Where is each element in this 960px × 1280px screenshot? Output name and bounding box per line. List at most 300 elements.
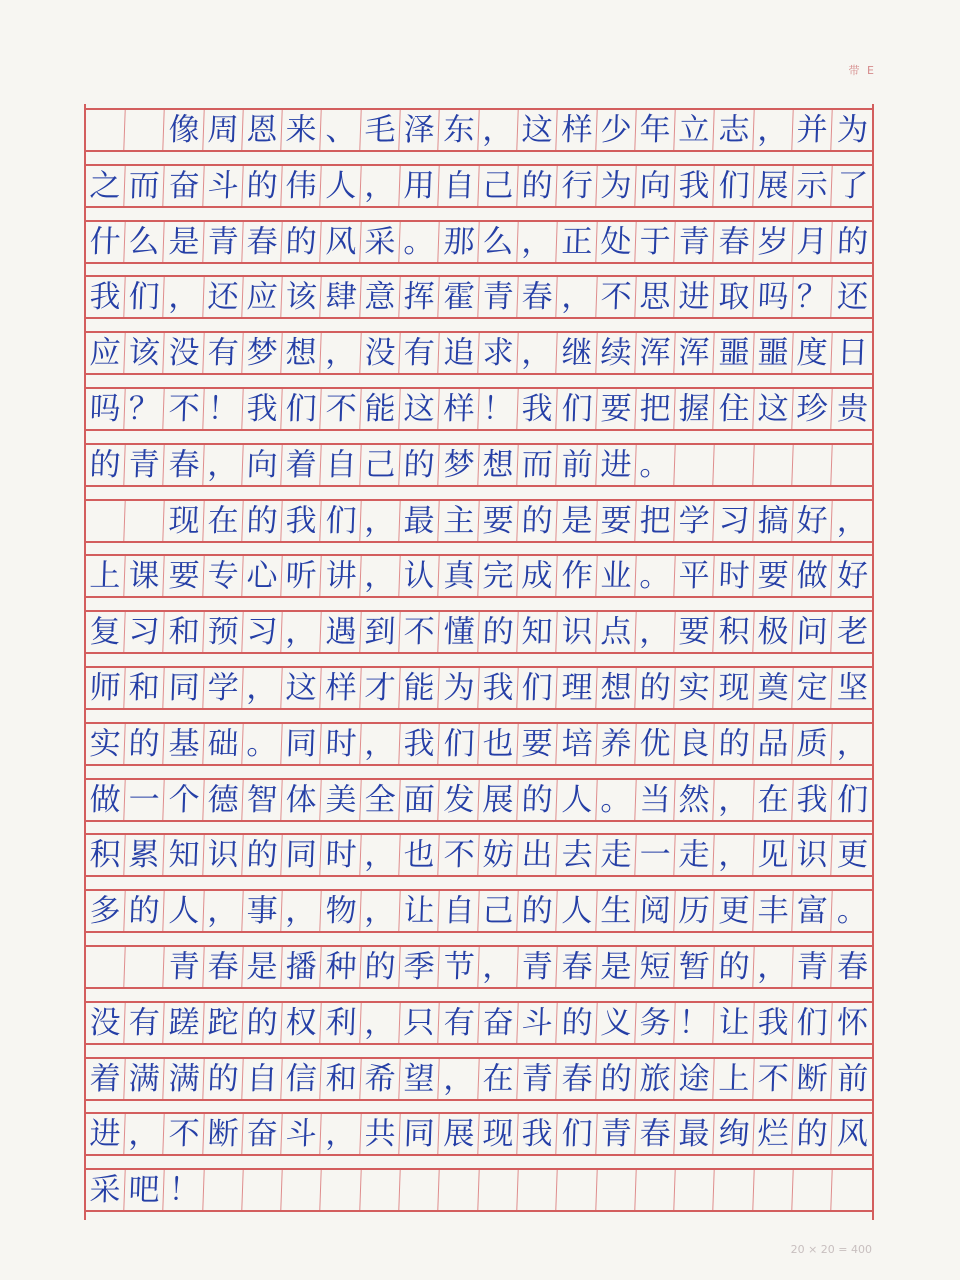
grid-cell: 风 <box>836 1115 869 1152</box>
grid-cell: 时 <box>321 724 362 764</box>
grid-cell: 们 <box>439 724 480 764</box>
grid-cell: 做 <box>793 556 834 596</box>
grid-cell: ， <box>753 947 794 987</box>
grid-cell: 自 <box>321 445 362 485</box>
grid-cell: 习 <box>125 612 166 652</box>
grid-cell: 识 <box>203 835 244 875</box>
grid-cell: 只 <box>400 1003 441 1043</box>
grid-cell: 一 <box>635 835 676 875</box>
grid-cell: 霍 <box>439 277 480 317</box>
grid-cell <box>242 1170 283 1210</box>
grid-cell: 智 <box>242 780 283 820</box>
grid-cell: 利 <box>321 1003 362 1043</box>
grid-cell: 们 <box>282 389 323 429</box>
grid-cell: 人 <box>164 891 205 931</box>
grid-cell: 的 <box>242 501 283 541</box>
grid-cell: 们 <box>793 1003 834 1043</box>
grid-cell: 样 <box>321 668 362 708</box>
grid-cell <box>478 1170 519 1210</box>
grid-cell: 事 <box>242 891 283 931</box>
grid-cell: 的 <box>518 780 559 820</box>
grid-cell: 而 <box>125 166 166 206</box>
grid-cell: ， <box>360 501 401 541</box>
grid-cell: 阅 <box>635 891 676 931</box>
grid-cell: 富 <box>793 891 834 931</box>
grid-cell: 走 <box>675 835 716 875</box>
grid-cell: 年 <box>635 110 676 150</box>
grid-cell: 是 <box>596 947 637 987</box>
grid-cell: 像 <box>164 110 205 150</box>
grid-cell: 而 <box>518 445 559 485</box>
grid-cell: 有 <box>203 333 244 373</box>
grid-cell: 望 <box>400 1059 441 1099</box>
grid-cell: 们 <box>836 781 869 818</box>
grid-cell: 青 <box>518 1059 559 1099</box>
grid-cell: ， <box>360 891 401 931</box>
grid-row <box>86 722 872 766</box>
grid-cell: 思 <box>635 277 676 317</box>
grid-cell: 学 <box>203 668 244 708</box>
grid-cell: 旅 <box>635 1059 676 1099</box>
grid-cell: 师 <box>85 668 126 708</box>
grid-cell: 挥 <box>400 277 441 317</box>
grid-cell <box>793 1170 834 1210</box>
grid-cell: ， <box>360 835 401 875</box>
grid-cell: 了 <box>836 167 869 204</box>
grid-cell <box>675 445 716 485</box>
grid-row <box>86 331 872 375</box>
grid-cell: 斗 <box>518 1003 559 1043</box>
grid-cell: 是 <box>557 501 598 541</box>
grid-cell: 噩 <box>714 333 755 373</box>
grid-cell: 全 <box>360 780 401 820</box>
grid-cell: ， <box>635 612 676 652</box>
grid-cell: 、 <box>321 110 362 150</box>
grid-cell: 想 <box>596 668 637 708</box>
grid-cell: 蹉 <box>164 1003 205 1043</box>
grid-cell: 不 <box>753 1059 794 1099</box>
grid-row <box>86 1112 872 1156</box>
grid-cell: 懂 <box>439 612 480 652</box>
grid-row <box>86 220 872 264</box>
grid-cell <box>85 110 126 150</box>
grid-cell <box>125 947 166 987</box>
grid-row <box>86 1168 872 1212</box>
grid-cell: 也 <box>478 724 519 764</box>
grid-cell: 要 <box>596 501 637 541</box>
grid-cell: 应 <box>242 277 283 317</box>
grid-cell: 春 <box>557 947 598 987</box>
grid-cell <box>85 947 126 987</box>
grid-cell: 质 <box>793 724 834 764</box>
grid-cell: 更 <box>714 891 755 931</box>
grid-cell: 己 <box>360 445 401 485</box>
grid-cell: 斗 <box>282 1114 323 1154</box>
grid-cell: 也 <box>400 835 441 875</box>
grid-cell: 的 <box>714 947 755 987</box>
grid-cell: 不 <box>439 835 480 875</box>
grid-cell: 良 <box>675 724 716 764</box>
grid-cell: 这 <box>753 389 794 429</box>
grid-cell: 自 <box>439 166 480 206</box>
grid-cell: 共 <box>360 1114 401 1154</box>
grid-cell: 为 <box>836 111 869 148</box>
grid-row <box>86 778 872 822</box>
grid-cell: 满 <box>125 1059 166 1099</box>
grid-cell: 的 <box>242 1003 283 1043</box>
grid-cell: 不 <box>400 612 441 652</box>
grid-cell: 能 <box>400 668 441 708</box>
grid-cell: 要 <box>164 556 205 596</box>
grid-cell: ， <box>518 333 559 373</box>
grid-cell: 斗 <box>203 166 244 206</box>
grid-cell: 风 <box>321 222 362 262</box>
grid-cell: 节 <box>439 947 480 987</box>
grid-cell: 。 <box>596 780 637 820</box>
grid-cell: 时 <box>321 835 362 875</box>
grid-cell: 人 <box>321 166 362 206</box>
grid-cell: 想 <box>282 333 323 373</box>
grid-cell: 春 <box>518 277 559 317</box>
grid-cell: 不 <box>164 389 205 429</box>
grid-cell: 伟 <box>282 166 323 206</box>
grid-cell: 和 <box>321 1059 362 1099</box>
grid-cell: 泽 <box>400 110 441 150</box>
grid-cell <box>439 1170 480 1210</box>
grid-cell: 现 <box>478 1114 519 1154</box>
grid-cell: 向 <box>635 166 676 206</box>
grid-cell: 品 <box>753 724 794 764</box>
grid-cell: 识 <box>793 835 834 875</box>
grid-cell: 东 <box>439 110 480 150</box>
grid-cell: 我 <box>478 668 519 708</box>
grid-cell: 我 <box>282 501 323 541</box>
grid-cell: ！ <box>675 1003 716 1043</box>
grid-cell: 我 <box>242 389 283 429</box>
grid-cell: ， <box>439 1059 480 1099</box>
grid-cell: 肆 <box>321 277 362 317</box>
grid-cell: 面 <box>400 780 441 820</box>
grid-cell: 怀 <box>836 1004 869 1041</box>
grid-cell: ， <box>203 891 244 931</box>
grid-cell: 取 <box>714 277 755 317</box>
grid-cell: 权 <box>282 1003 323 1043</box>
grid-cell: 生 <box>596 891 637 931</box>
grid-cell: 历 <box>675 891 716 931</box>
grid-cell: 浑 <box>635 333 676 373</box>
grid-cell: 搞 <box>753 501 794 541</box>
grid-row <box>86 499 872 543</box>
grid-cell: 我 <box>400 724 441 764</box>
grid-cell: 为 <box>596 166 637 206</box>
grid-cell: 播 <box>282 947 323 987</box>
grid-cell: 吗 <box>85 389 126 429</box>
grid-cell: 。 <box>836 892 869 929</box>
grid-cell: 季 <box>400 947 441 987</box>
grid-cell: ， <box>282 612 323 652</box>
grid-cell: 青 <box>478 277 519 317</box>
grid-cell: 示 <box>793 166 834 206</box>
grid-cell: 。 <box>635 556 676 596</box>
grid-cell: 平 <box>675 556 716 596</box>
grid-cell: 积 <box>85 835 126 875</box>
grid-cell: 的 <box>242 835 283 875</box>
grid-cell: 并 <box>793 110 834 150</box>
grid-cell: ， <box>242 668 283 708</box>
grid-cell: 理 <box>557 668 598 708</box>
grid-cell: 少 <box>596 110 637 150</box>
grid-cell: 学 <box>675 501 716 541</box>
grid-cell: 青 <box>675 222 716 262</box>
grid-cell: ， <box>836 502 869 539</box>
grid-cell: 听 <box>282 556 323 596</box>
grid-cell: 绚 <box>714 1114 755 1154</box>
grid-row <box>86 1057 872 1101</box>
grid-cell: 途 <box>675 1059 716 1099</box>
grid-cell: 础 <box>203 724 244 764</box>
grid-cell: 信 <box>282 1059 323 1099</box>
grid-cell: 毛 <box>360 110 401 150</box>
grid-row <box>86 610 872 654</box>
grid-cell: 想 <box>478 445 519 485</box>
grid-cell: 我 <box>753 1003 794 1043</box>
grid-cell: 去 <box>557 835 598 875</box>
grid-cell: 更 <box>836 836 869 873</box>
grid-cell: 习 <box>714 501 755 541</box>
grid-cell: 的 <box>478 612 519 652</box>
grid-cell: 。 <box>400 222 441 262</box>
grid-cell: 遇 <box>321 612 362 652</box>
grid-cell: 人 <box>557 780 598 820</box>
grid-cell: 己 <box>478 166 519 206</box>
grid-cell: 主 <box>439 501 480 541</box>
grid-cell: 青 <box>518 947 559 987</box>
grid-cell: 的 <box>596 1059 637 1099</box>
grid-cell: 奠 <box>753 668 794 708</box>
grid-cell: 春 <box>836 948 869 985</box>
grid-cell: 进 <box>596 445 637 485</box>
grid-cell: 极 <box>753 612 794 652</box>
grid-cell: 同 <box>400 1114 441 1154</box>
grid-cell: 知 <box>518 612 559 652</box>
grid-cell: 青 <box>164 947 205 987</box>
grid-cell: 最 <box>400 501 441 541</box>
grid-cell: 务 <box>635 1003 676 1043</box>
grid-cell: 的 <box>242 166 283 206</box>
grid-cell <box>793 445 834 485</box>
grid-cell: 认 <box>400 556 441 596</box>
grid-cell: 是 <box>242 947 283 987</box>
grid-cell: 同 <box>282 835 323 875</box>
grid-cell: 种 <box>321 947 362 987</box>
grid-cell: 点 <box>596 612 637 652</box>
grid-cell: 累 <box>125 835 166 875</box>
grid-cell: 同 <box>282 724 323 764</box>
grid-cell <box>753 445 794 485</box>
grid-cell: 要 <box>675 612 716 652</box>
grid-cell: 的 <box>635 668 676 708</box>
grid-row <box>86 889 872 933</box>
grid-cell: 我 <box>518 1114 559 1154</box>
grid-cell: 妨 <box>478 835 519 875</box>
grid-cell: 成 <box>518 556 559 596</box>
grid-cell: 发 <box>439 780 480 820</box>
grid-cell: 们 <box>557 389 598 429</box>
grid-cell: ， <box>360 556 401 596</box>
grid-cell: 短 <box>635 947 676 987</box>
grid-cell: 着 <box>85 1059 126 1099</box>
grid-cell: 还 <box>203 277 244 317</box>
grid-cell: 复 <box>85 612 126 652</box>
grid-cell: 样 <box>439 389 480 429</box>
grid-cell: 业 <box>596 556 637 596</box>
grid-cell: ， <box>360 1003 401 1043</box>
grid-cell: 没 <box>360 333 401 373</box>
grid-cell: 好 <box>793 501 834 541</box>
grid-cell: 度 <box>793 333 834 373</box>
grid-cell: 于 <box>635 222 676 262</box>
grid-cell: 周 <box>203 110 244 150</box>
grid-cell: 展 <box>753 166 794 206</box>
grid-cell: 坚 <box>836 669 869 706</box>
grid-cell <box>203 1170 244 1210</box>
grid-cell: 的 <box>282 222 323 262</box>
grid-cell: 的 <box>714 724 755 764</box>
grid-cell <box>125 501 166 541</box>
grid-cell: 求 <box>478 333 519 373</box>
grid-cell: ， <box>836 725 869 762</box>
grid-cell: 让 <box>400 891 441 931</box>
grid-cell: 的 <box>125 724 166 764</box>
grid-cell: 我 <box>518 389 559 429</box>
grid-cell: 处 <box>596 222 637 262</box>
grid-cell: 恩 <box>242 110 283 150</box>
grid-cell: 贵 <box>836 390 869 427</box>
grid-cell: 着 <box>282 445 323 485</box>
grid-cell: 珍 <box>793 389 834 429</box>
grid-cell: 的 <box>518 166 559 206</box>
grid-cell: 作 <box>557 556 598 596</box>
grid-cell <box>832 1170 873 1210</box>
grid-cell: 握 <box>675 389 716 429</box>
grid-cell: 问 <box>793 612 834 652</box>
grid-cell: 见 <box>753 835 794 875</box>
grid-cell: 们 <box>714 166 755 206</box>
grid-cell: 习 <box>242 612 283 652</box>
grid-cell: 正 <box>557 222 598 262</box>
grid-cell: 把 <box>635 501 676 541</box>
grid-cell: 满 <box>164 1059 205 1099</box>
grid-cell: 进 <box>85 1114 126 1154</box>
grid-cell: 现 <box>164 501 205 541</box>
grid-cell: 岁 <box>753 222 794 262</box>
grid-cell <box>832 445 873 485</box>
grid-cell: 然 <box>675 780 716 820</box>
grid-cell: 浑 <box>675 333 716 373</box>
grid-cell: 青 <box>793 947 834 987</box>
grid-cell: 么 <box>125 222 166 262</box>
grid-cell: 自 <box>242 1059 283 1099</box>
grid-cell: 们 <box>518 668 559 708</box>
grid-cell: ， <box>518 222 559 262</box>
grid-cell <box>675 1170 716 1210</box>
grid-cell: 老 <box>836 613 869 650</box>
grid-cell: 能 <box>360 389 401 429</box>
grid-cell: ， <box>478 947 519 987</box>
grid-cell: 吧 <box>125 1170 166 1210</box>
grid-cell: 丰 <box>753 891 794 931</box>
grid-cell: 要 <box>596 389 637 429</box>
grid-cell: 奋 <box>242 1114 283 1154</box>
grid-cell: 前 <box>557 445 598 485</box>
grid-cell: 上 <box>714 1059 755 1099</box>
grid-cell: ， <box>125 1114 166 1154</box>
grid-row <box>86 833 872 877</box>
grid-cell: 德 <box>203 780 244 820</box>
grid-cell: 么 <box>478 222 519 262</box>
grid-cell: 不 <box>596 277 637 317</box>
grid-cell: 春 <box>164 445 205 485</box>
grid-cell: 展 <box>478 780 519 820</box>
grid-cell: 们 <box>321 501 362 541</box>
grid-cell: ？ <box>125 389 166 429</box>
grid-cell: 实 <box>85 724 126 764</box>
grid-cell <box>518 1170 559 1210</box>
page-header-mark: 带 E <box>848 64 876 77</box>
grid-cell: 采 <box>360 222 401 262</box>
grid-cell: 进 <box>675 277 716 317</box>
grid-cell <box>85 501 126 541</box>
grid-cell: 不 <box>164 1114 205 1154</box>
grid-cell: ， <box>478 110 519 150</box>
grid-row <box>86 666 872 710</box>
grid-cell: ！ <box>203 389 244 429</box>
grid-cell: 的 <box>85 445 126 485</box>
grid-cell: 之 <box>85 166 126 206</box>
grid-cell: 在 <box>478 1059 519 1099</box>
grid-cell: ！ <box>478 389 519 429</box>
grid-cell: 课 <box>125 556 166 596</box>
grid-cell: 体 <box>282 780 323 820</box>
grid-cell: 吗 <box>753 277 794 317</box>
grid-cell: ， <box>164 277 205 317</box>
grid-cell <box>125 110 166 150</box>
grid-cell: 要 <box>478 501 519 541</box>
grid-cell: 住 <box>714 389 755 429</box>
grid-cell: 。 <box>635 445 676 485</box>
grid-cell: ！ <box>164 1170 205 1210</box>
grid-cell: 现 <box>714 668 755 708</box>
grid-cell: 继 <box>557 333 598 373</box>
grid-row <box>86 945 872 989</box>
grid-cell: 有 <box>125 1003 166 1043</box>
grid-cell <box>400 1170 441 1210</box>
grid-cell: 续 <box>596 333 637 373</box>
grid-cell: 没 <box>85 1003 126 1043</box>
grid-cell: 养 <box>596 724 637 764</box>
grid-cell: 采 <box>85 1170 126 1210</box>
grid-cell: 专 <box>203 556 244 596</box>
grid-cell: 和 <box>164 612 205 652</box>
grid-cell: 是 <box>164 222 205 262</box>
grid-cell: 烂 <box>753 1114 794 1154</box>
grid-cell: 向 <box>242 445 283 485</box>
grid-cell: ， <box>714 835 755 875</box>
grid-cell: 完 <box>478 556 519 596</box>
grid-cell: ， <box>282 891 323 931</box>
grid-cell: 什 <box>85 222 126 262</box>
grid-cell: ， <box>321 333 362 373</box>
